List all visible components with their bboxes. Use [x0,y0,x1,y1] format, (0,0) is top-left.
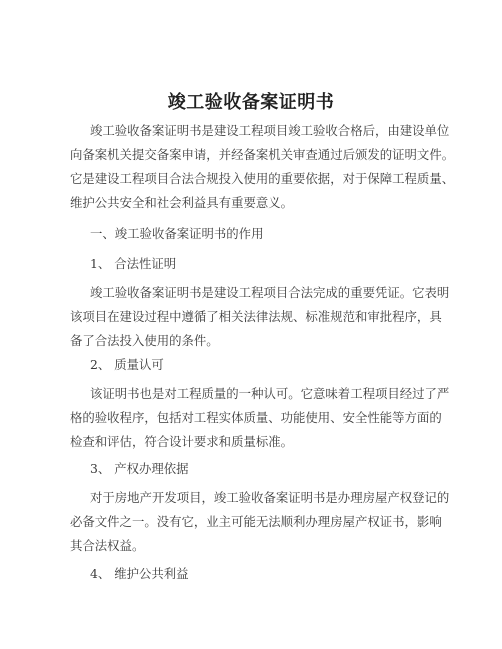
item-heading-1: 1、 合法性证明 [90,256,177,271]
intro-line-3: 它是建设工程项目合法合规投入使用的重要依据，对于保障工程质量、 [70,171,455,186]
item-2-line-2: 格的验收程序，包括对工程实体质量、功能使用、安全性能等方面的 [70,410,442,425]
item-3-line-1: 对于房地产开发项目，竣工验收备案证明书是办理房屋产权登记的 [90,490,450,505]
item-2-line-3: 检查和评估，符合设计要求和质量标准。 [70,434,294,449]
item-heading-3: 3、 产权办理依据 [90,461,189,476]
item-1-line-3: 备了合法投入使用的条件。 [70,333,219,348]
item-heading-4: 4、 维护公共利益 [90,566,189,581]
section-heading: 一、竣工验收备案证明书的作用 [90,226,264,241]
item-heading-2: 2、 质量认可 [90,357,164,372]
item-3-line-2: 必备文件之一。没有它，业主可能无法顺利办理房屋产权证书，影响 [70,514,442,529]
item-1-line-2: 该项目在建设过程中遵循了相关法律法规、标准规范和审批程序，具 [70,309,442,324]
intro-line-2: 向备案机关提交备案申请，并经备案机关审查通过后颁发的证明文件。 [70,147,455,162]
item-3-line-3: 其合法权益。 [70,538,145,553]
intro-line-4: 维护公共安全和社会利益具有重要意义。 [70,195,294,210]
document-title: 竣工验收备案证明书 [167,92,335,113]
item-2-line-1: 该证明书也是对工程质量的一种认可。它意味着工程项目经过了严 [90,386,450,401]
intro-line-1: 竣工验收备案证明书是建设工程项目竣工验收合格后，由建设单位 [90,123,450,138]
item-1-line-1: 竣工验收备案证明书是建设工程项目合法完成的重要凭证。它表明 [90,285,450,300]
